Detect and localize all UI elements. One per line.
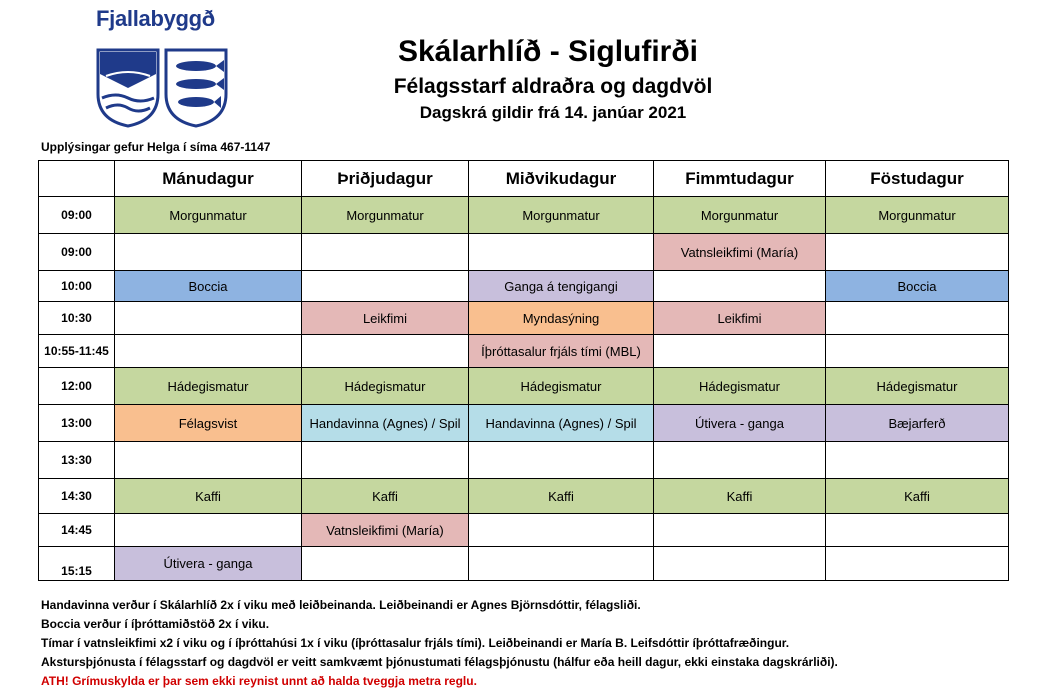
empty-cell bbox=[469, 442, 654, 479]
empty-cell bbox=[302, 547, 469, 581]
empty-cell bbox=[115, 234, 302, 271]
time-cell: 13:00 bbox=[39, 405, 115, 442]
activity-cell: Morgunmatur bbox=[115, 197, 302, 234]
notes-section bbox=[41, 596, 838, 691]
empty-cell bbox=[302, 271, 469, 302]
time-cell: 09:00 bbox=[39, 234, 115, 271]
empty-cell bbox=[826, 335, 1009, 368]
schedule-row bbox=[39, 335, 1009, 368]
activity-cell: Hádegismatur bbox=[654, 368, 826, 405]
activity-cell: Leikfimi bbox=[302, 302, 469, 335]
activity-cell: Myndasýning bbox=[469, 302, 654, 335]
activity-cell: Kaffi bbox=[115, 479, 302, 514]
empty-cell bbox=[469, 234, 654, 271]
activity-cell: Leikfimi bbox=[654, 302, 826, 335]
empty-cell bbox=[654, 335, 826, 368]
schedule-row bbox=[39, 302, 1009, 335]
empty-cell bbox=[115, 302, 302, 335]
schedule-row bbox=[39, 547, 1009, 581]
empty-cell bbox=[654, 514, 826, 547]
time-cell: 14:30 bbox=[39, 479, 115, 514]
schedule-validity: Dagskrá gildir frá 14. janúar 2021 bbox=[419, 103, 687, 122]
activity-cell: Bæjarferð bbox=[826, 405, 1009, 442]
empty-cell bbox=[115, 514, 302, 547]
schedule-row bbox=[39, 479, 1009, 514]
schedule-row bbox=[39, 234, 1009, 271]
activity-cell: Kaffi bbox=[654, 479, 826, 514]
empty-cell bbox=[115, 335, 302, 368]
empty-cell bbox=[654, 271, 826, 302]
day-header: Mánudagur bbox=[115, 161, 302, 197]
empty-cell bbox=[302, 335, 469, 368]
time-cell: 12:00 bbox=[39, 368, 115, 405]
empty-cell bbox=[826, 302, 1009, 335]
activity-cell: Hádegismatur bbox=[826, 368, 1009, 405]
header-row bbox=[39, 161, 1009, 197]
empty-cell bbox=[302, 234, 469, 271]
empty-cell bbox=[826, 234, 1009, 271]
empty-cell bbox=[826, 442, 1009, 479]
time-cell: 15:15 bbox=[39, 547, 115, 581]
empty-cell bbox=[826, 547, 1009, 581]
empty-cell bbox=[469, 514, 654, 547]
activity-cell: Útivera - ganga bbox=[115, 547, 302, 581]
activity-cell: Hádegismatur bbox=[469, 368, 654, 405]
activity-cell: Hádegismatur bbox=[115, 368, 302, 405]
note-line: Akstursþjónusta í félagsstarf og dagdvöl er veitt samkvæmt þjónustumati félagsþjónustu (hálfur eða heill dagur, ekki einstaka dagskrárliði). bbox=[41, 655, 838, 669]
note-line: Boccia verður í íþróttamiðstöð 2x í viku. bbox=[41, 617, 270, 631]
schedule-row bbox=[39, 368, 1009, 405]
activity-cell: Boccia bbox=[115, 271, 302, 302]
schedule-row bbox=[39, 442, 1009, 479]
day-header: Þriðjudagur bbox=[302, 161, 469, 197]
activity-cell: Útivera - ganga bbox=[654, 405, 826, 442]
time-cell: 10:30 bbox=[39, 302, 115, 335]
activity-cell: Kaffi bbox=[469, 479, 654, 514]
activity-cell: Handavinna (Agnes) / Spil bbox=[302, 405, 469, 442]
activity-cell: Handavinna (Agnes) / Spil bbox=[469, 405, 654, 442]
contact-info: Upplýsingar gefur Helga í síma 467-1147 bbox=[41, 140, 271, 154]
day-header: Föstudagur bbox=[826, 161, 1009, 197]
time-cell: 10:55-11:45 bbox=[39, 335, 115, 368]
empty-cell bbox=[826, 514, 1009, 547]
activity-cell: Vatnsleikfimi (María) bbox=[654, 234, 826, 271]
activity-cell: Boccia bbox=[826, 271, 1009, 302]
empty-cell bbox=[469, 547, 654, 581]
time-cell: 10:00 bbox=[39, 271, 115, 302]
weekly-schedule-table bbox=[38, 160, 1009, 581]
activity-cell: Ganga á tengigangi bbox=[469, 271, 654, 302]
logo-wordmark: Fjallabyggð bbox=[96, 6, 215, 31]
empty-cell bbox=[115, 442, 302, 479]
empty-cell bbox=[302, 442, 469, 479]
schedule-row bbox=[39, 271, 1009, 302]
mask-warning: ATH! Grímuskylda er þar sem ekki reynist unnt að halda tveggja metra reglu. bbox=[41, 674, 477, 688]
time-cell: 13:30 bbox=[39, 442, 115, 479]
activity-cell: Morgunmatur bbox=[469, 197, 654, 234]
activity-cell: Kaffi bbox=[302, 479, 469, 514]
empty-cell bbox=[654, 547, 826, 581]
activity-cell: Félagsvist bbox=[115, 405, 302, 442]
activity-cell: Morgunmatur bbox=[826, 197, 1009, 234]
activity-cell: Hádegismatur bbox=[302, 368, 469, 405]
time-cell: 14:45 bbox=[39, 514, 115, 547]
activity-cell: Vatnsleikfimi (María) bbox=[302, 514, 469, 547]
day-header: Fimmtudagur bbox=[654, 161, 826, 197]
schedule-row bbox=[39, 514, 1009, 547]
note-line: Tímar í vatnsleikfimi x2 í viku og í íþróttahúsi 1x í viku (íþróttasalur frjáls tími). Leiðbeinandi er María B. Leifsdóttir íþróttafræðingur. bbox=[41, 636, 790, 650]
time-header bbox=[39, 161, 115, 197]
empty-cell bbox=[654, 442, 826, 479]
time-cell: 09:00 bbox=[39, 197, 115, 234]
activity-cell: Kaffi bbox=[826, 479, 1009, 514]
page-subtitle: Félagsstarf aldraðra og dagdvöl bbox=[393, 75, 713, 98]
activity-cell: Morgunmatur bbox=[654, 197, 826, 234]
day-header: Miðvikudagur bbox=[469, 161, 654, 197]
schedule-row bbox=[39, 405, 1009, 442]
page-title: Skálarhlíð - Siglufirði bbox=[397, 35, 699, 68]
activity-cell: Morgunmatur bbox=[302, 197, 469, 234]
schedule-row bbox=[39, 197, 1009, 234]
note-line: Handavinna verður í Skálarhlíð 2x í viku með leiðbeinanda. Leiðbeinandi er Agnes Björnsdóttir, félagsliði. bbox=[41, 598, 641, 612]
activity-cell: Íþróttasalur frjáls tími (MBL) bbox=[469, 335, 654, 368]
